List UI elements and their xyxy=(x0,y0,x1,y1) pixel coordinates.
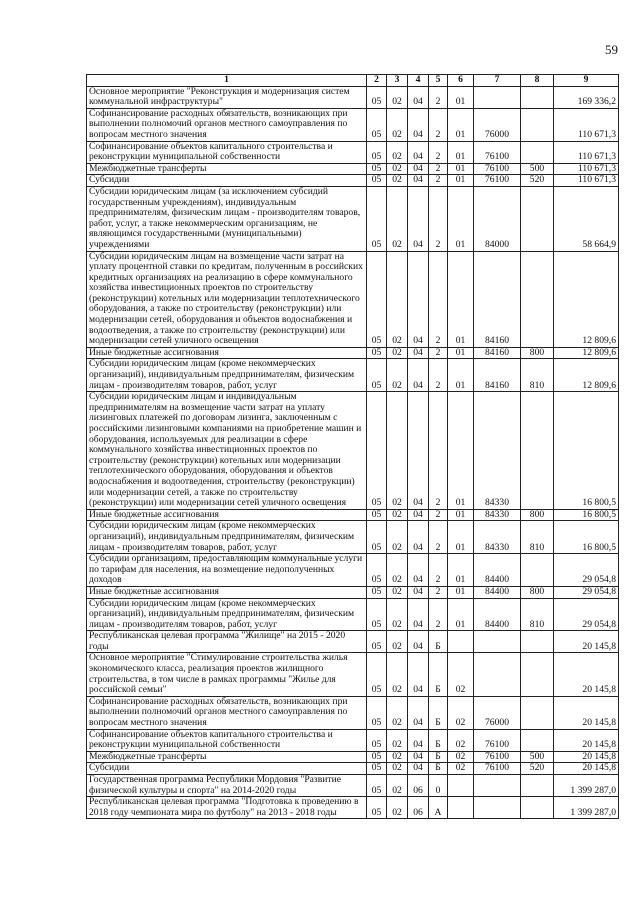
code-cell-3: 02 xyxy=(387,175,408,187)
table-row xyxy=(87,141,619,163)
code-cell-4: 04 xyxy=(408,347,429,359)
table-row xyxy=(87,751,619,763)
code-cell-7 xyxy=(474,797,521,819)
code-cell-7 xyxy=(474,775,521,797)
code-cell-4: 04 xyxy=(408,521,429,554)
table-row xyxy=(87,653,619,696)
column-header: 1 xyxy=(87,75,367,87)
code-cell-5: 2 xyxy=(429,86,448,108)
code-cell-8: 520 xyxy=(521,763,554,775)
code-cell-8: 810 xyxy=(521,521,554,554)
amount-cell: 12 809,6 xyxy=(554,359,619,392)
code-cell-5: 0 xyxy=(429,775,448,797)
code-cell-4: 04 xyxy=(408,554,429,587)
row-name-cell: Субсидии юридическим лицам и индивидуальным предпринимателям на возмещение части затрат на уплату лизинговых платежей по договорам лизинга, заключенным с российскими лизинговыми компаниями на приобретение машин и оборудования, используемых для реализации в сфере коммунального хозяйства инвестиционных проектов по строительству (реконструкции) котельных или модернизации теплотехнического оборудования, оборудования и объектов водоснабжения и водоотведения, строительству (реконструкции) или модернизации сетей, а также по строительству (реконструкции) или модернизации сетей уличного освещения xyxy=(87,392,367,510)
table-row xyxy=(87,347,619,359)
code-cell-3: 02 xyxy=(387,359,408,392)
code-cell-8 xyxy=(521,108,554,141)
table-row xyxy=(87,186,619,251)
code-cell-6: 01 xyxy=(448,509,474,521)
amount-cell: 1 399 287,0 xyxy=(554,797,619,819)
amount-cell: 20 145,8 xyxy=(554,729,619,751)
code-cell-6: 01 xyxy=(448,347,474,359)
code-cell-4: 04 xyxy=(408,186,429,251)
code-cell-2: 05 xyxy=(367,696,387,729)
code-cell-4: 04 xyxy=(408,509,429,521)
code-cell-7: 76100 xyxy=(474,763,521,775)
code-cell-8: 810 xyxy=(521,359,554,392)
code-cell-3: 02 xyxy=(387,729,408,751)
code-cell-5: 2 xyxy=(429,359,448,392)
code-cell-8 xyxy=(521,392,554,510)
code-cell-5: 2 xyxy=(429,509,448,521)
table-row xyxy=(87,251,619,347)
code-cell-4: 04 xyxy=(408,86,429,108)
code-cell-6: 02 xyxy=(448,729,474,751)
code-cell-3: 02 xyxy=(387,509,408,521)
code-cell-3: 02 xyxy=(387,347,408,359)
code-cell-8: 520 xyxy=(521,175,554,187)
code-cell-2: 05 xyxy=(367,653,387,696)
code-cell-6: 01 xyxy=(448,251,474,347)
column-header: 3 xyxy=(387,75,408,87)
code-cell-3: 02 xyxy=(387,696,408,729)
code-cell-3: 02 xyxy=(387,797,408,819)
code-cell-8 xyxy=(521,631,554,653)
code-cell-7 xyxy=(474,631,521,653)
column-header: 7 xyxy=(474,75,521,87)
row-name-cell: Межбюджетные трансферты xyxy=(87,751,367,763)
code-cell-2: 05 xyxy=(367,751,387,763)
code-cell-8 xyxy=(521,251,554,347)
code-cell-8: 800 xyxy=(521,509,554,521)
amount-cell: 16 800,5 xyxy=(554,392,619,510)
code-cell-6 xyxy=(448,797,474,819)
code-cell-4: 06 xyxy=(408,775,429,797)
amount-cell: 110 671,3 xyxy=(554,108,619,141)
code-cell-7: 84160 xyxy=(474,347,521,359)
code-cell-4: 04 xyxy=(408,359,429,392)
code-cell-4: 04 xyxy=(408,729,429,751)
column-header: 5 xyxy=(429,75,448,87)
code-cell-5: А xyxy=(429,797,448,819)
code-cell-3: 02 xyxy=(387,631,408,653)
code-cell-7: 76000 xyxy=(474,696,521,729)
code-cell-6: 02 xyxy=(448,751,474,763)
code-cell-2: 05 xyxy=(367,598,387,631)
code-cell-2: 05 xyxy=(367,631,387,653)
code-cell-3: 02 xyxy=(387,763,408,775)
amount-cell: 20 145,8 xyxy=(554,653,619,696)
code-cell-4: 04 xyxy=(408,631,429,653)
row-name-cell: Государственная программа Республики Мордовия "Развитие физической культуры и спорта" на 2014-2020 годы xyxy=(87,775,367,797)
code-cell-6: 01 xyxy=(448,86,474,108)
row-name-cell: Софинансирование объектов капитального строительства и реконструкции муниципальной собственности xyxy=(87,141,367,163)
amount-cell: 12 809,6 xyxy=(554,251,619,347)
amount-cell: 16 800,5 xyxy=(554,509,619,521)
code-cell-2: 05 xyxy=(367,186,387,251)
amount-cell: 110 671,3 xyxy=(554,175,619,187)
code-cell-6: 01 xyxy=(448,392,474,510)
code-cell-7: 76100 xyxy=(474,751,521,763)
code-cell-4: 04 xyxy=(408,141,429,163)
amount-cell: 20 145,8 xyxy=(554,751,619,763)
table-row xyxy=(87,521,619,554)
amount-cell: 169 336,2 xyxy=(554,86,619,108)
table-row xyxy=(87,108,619,141)
table-row xyxy=(87,797,619,819)
code-cell-5: 2 xyxy=(429,108,448,141)
amount-cell: 20 145,8 xyxy=(554,696,619,729)
row-name-cell: Субсидии юридическим лицам (кроме некоммерческих организаций), индивидуальным предпринимателям, физическим лицам - производителям товаров, работ, услуг xyxy=(87,521,367,554)
code-cell-3: 02 xyxy=(387,521,408,554)
table-row xyxy=(87,631,619,653)
code-cell-2: 05 xyxy=(367,86,387,108)
row-name-cell: Основное мероприятие "Реконструкция и модернизация систем коммунальной инфраструктуры" xyxy=(87,86,367,108)
code-cell-4: 06 xyxy=(408,797,429,819)
code-cell-8 xyxy=(521,696,554,729)
table-row xyxy=(87,86,619,108)
row-name-cell: Республиканская целевая программа "Подготовка к проведению в 2018 году чемпионата мира по футболу" на 2013 - 2018 годы xyxy=(87,797,367,819)
table-row xyxy=(87,729,619,751)
table-row xyxy=(87,763,619,775)
amount-cell: 110 671,3 xyxy=(554,141,619,163)
column-header: 6 xyxy=(448,75,474,87)
code-cell-5: 2 xyxy=(429,598,448,631)
column-header: 8 xyxy=(521,75,554,87)
row-name-cell: Субсидии юридическим лицам на возмещение части затрат на уплату процентной ставки по кредитам, полученным в российских кредитных организациях на реализацию в сфере коммунального хозяйства инвестиционных проектов по строительству (реконструкции) котельных или модернизации теплотехнического оборудования, а также по строительству (реконструкции) или модернизации сетей, оборудования и объектов водоснабжения и водоотведения, а также по строительству (реконструкции) или модернизации сетей уличного освещения xyxy=(87,251,367,347)
code-cell-6: 02 xyxy=(448,696,474,729)
code-cell-5: 2 xyxy=(429,175,448,187)
code-cell-3: 02 xyxy=(387,108,408,141)
code-cell-8 xyxy=(521,653,554,696)
code-cell-8 xyxy=(521,554,554,587)
row-name-cell: Иные бюджетные ассигнования xyxy=(87,509,367,521)
amount-cell: 1 399 287,0 xyxy=(554,775,619,797)
code-cell-8 xyxy=(521,797,554,819)
code-cell-2: 05 xyxy=(367,392,387,510)
amount-cell: 29 054,8 xyxy=(554,554,619,587)
code-cell-3: 02 xyxy=(387,392,408,510)
code-cell-3: 02 xyxy=(387,775,408,797)
amount-cell: 20 145,8 xyxy=(554,763,619,775)
row-name-cell: Субсидии xyxy=(87,175,367,187)
amount-cell: 29 054,8 xyxy=(554,598,619,631)
code-cell-5: 2 xyxy=(429,141,448,163)
code-cell-5: Б xyxy=(429,729,448,751)
column-header: 2 xyxy=(367,75,387,87)
code-cell-8: 800 xyxy=(521,586,554,598)
code-cell-3: 02 xyxy=(387,586,408,598)
code-cell-3: 02 xyxy=(387,751,408,763)
code-cell-4: 04 xyxy=(408,763,429,775)
code-cell-2: 05 xyxy=(367,775,387,797)
code-cell-7: 84160 xyxy=(474,359,521,392)
table-header-row xyxy=(87,75,619,87)
row-name-cell: Софинансирование расходных обязательств, возникающих при выполнении полномочий органов местного самоуправления по вопросам местного значения xyxy=(87,108,367,141)
code-cell-7: 84330 xyxy=(474,521,521,554)
code-cell-5: 2 xyxy=(429,586,448,598)
code-cell-6: 01 xyxy=(448,554,474,587)
table-row xyxy=(87,359,619,392)
code-cell-7: 84400 xyxy=(474,586,521,598)
code-cell-5: 2 xyxy=(429,521,448,554)
code-cell-3: 02 xyxy=(387,653,408,696)
amount-cell: 110 671,3 xyxy=(554,163,619,175)
code-cell-4: 04 xyxy=(408,108,429,141)
table-row xyxy=(87,175,619,187)
code-cell-6: 01 xyxy=(448,586,474,598)
code-cell-7: 76100 xyxy=(474,729,521,751)
code-cell-7: 84000 xyxy=(474,186,521,251)
row-name-cell: Республиканская целевая программа "Жилище" на 2015 - 2020 годы xyxy=(87,631,367,653)
code-cell-4: 04 xyxy=(408,586,429,598)
code-cell-5: Б xyxy=(429,631,448,653)
row-name-cell: Иные бюджетные ассигнования xyxy=(87,586,367,598)
row-name-cell: Субсидии xyxy=(87,763,367,775)
code-cell-8 xyxy=(521,729,554,751)
amount-cell: 12 809,6 xyxy=(554,347,619,359)
code-cell-3: 02 xyxy=(387,251,408,347)
code-cell-2: 05 xyxy=(367,521,387,554)
code-cell-4: 04 xyxy=(408,653,429,696)
code-cell-2: 05 xyxy=(367,763,387,775)
code-cell-6 xyxy=(448,631,474,653)
code-cell-3: 02 xyxy=(387,163,408,175)
code-cell-7: 84330 xyxy=(474,509,521,521)
budget-table xyxy=(86,74,619,819)
code-cell-6: 01 xyxy=(448,359,474,392)
code-cell-8 xyxy=(521,775,554,797)
amount-cell: 20 145,8 xyxy=(554,631,619,653)
code-cell-7: 76100 xyxy=(474,175,521,187)
code-cell-7: 84330 xyxy=(474,392,521,510)
table-body xyxy=(87,86,619,819)
code-cell-8: 500 xyxy=(521,163,554,175)
row-name-cell: Иные бюджетные ассигнования xyxy=(87,347,367,359)
row-name-cell: Межбюджетные трансферты xyxy=(87,163,367,175)
code-cell-6: 01 xyxy=(448,141,474,163)
code-cell-5: Б xyxy=(429,696,448,729)
row-name-cell: Софинансирование расходных обязательств, возникающих при выполнении полномочий органов местного самоуправления по вопросам местного значения xyxy=(87,696,367,729)
code-cell-7: 76100 xyxy=(474,163,521,175)
code-cell-8 xyxy=(521,86,554,108)
code-cell-5: Б xyxy=(429,763,448,775)
amount-cell: 58 664,9 xyxy=(554,186,619,251)
code-cell-4: 04 xyxy=(408,751,429,763)
code-cell-7 xyxy=(474,653,521,696)
code-cell-6: 01 xyxy=(448,175,474,187)
page-number: 59 xyxy=(605,42,618,57)
row-name-cell: Субсидии организациям, предоставляющим коммунальные услуги по тарифам для населения, на возмещение недополученных доходов xyxy=(87,554,367,587)
code-cell-6: 02 xyxy=(448,653,474,696)
code-cell-5: 2 xyxy=(429,554,448,587)
code-cell-7: 84160 xyxy=(474,251,521,347)
code-cell-2: 05 xyxy=(367,359,387,392)
code-cell-4: 04 xyxy=(408,598,429,631)
table-row xyxy=(87,554,619,587)
code-cell-6: 01 xyxy=(448,521,474,554)
code-cell-4: 04 xyxy=(408,163,429,175)
code-cell-7: 76100 xyxy=(474,141,521,163)
amount-cell: 16 800,5 xyxy=(554,521,619,554)
code-cell-4: 04 xyxy=(408,175,429,187)
code-cell-5: 2 xyxy=(429,163,448,175)
code-cell-5: Б xyxy=(429,751,448,763)
table-row xyxy=(87,598,619,631)
table-row xyxy=(87,163,619,175)
code-cell-8 xyxy=(521,186,554,251)
code-cell-6: 02 xyxy=(448,763,474,775)
row-name-cell: Основное мероприятие "Стимулирование строительства жилья экономического класса, реализация проектов жилищного строительства, в том числе в рамках программы "Жилье для российской семьи" xyxy=(87,653,367,696)
code-cell-5: 2 xyxy=(429,186,448,251)
code-cell-2: 05 xyxy=(367,141,387,163)
code-cell-6: 01 xyxy=(448,108,474,141)
column-header: 9 xyxy=(554,75,619,87)
code-cell-7: 84400 xyxy=(474,598,521,631)
code-cell-3: 02 xyxy=(387,554,408,587)
amount-cell: 29 054,8 xyxy=(554,586,619,598)
row-name-cell: Субсидии юридическим лицам (кроме некоммерческих организаций), индивидуальным предпринимателям, физическим лицам - производителям товаров, работ, услуг xyxy=(87,359,367,392)
code-cell-3: 02 xyxy=(387,598,408,631)
code-cell-2: 05 xyxy=(367,251,387,347)
table-row xyxy=(87,775,619,797)
code-cell-4: 04 xyxy=(408,696,429,729)
code-cell-8: 810 xyxy=(521,598,554,631)
code-cell-7: 84400 xyxy=(474,554,521,587)
code-cell-3: 02 xyxy=(387,186,408,251)
code-cell-6 xyxy=(448,775,474,797)
code-cell-6: 01 xyxy=(448,163,474,175)
row-name-cell: Софинансирование объектов капитального строительства и реконструкции муниципальной собственности xyxy=(87,729,367,751)
code-cell-2: 05 xyxy=(367,347,387,359)
table-row xyxy=(87,509,619,521)
code-cell-5: 2 xyxy=(429,251,448,347)
code-cell-5: 2 xyxy=(429,392,448,510)
table-row xyxy=(87,586,619,598)
code-cell-2: 05 xyxy=(367,175,387,187)
code-cell-2: 05 xyxy=(367,108,387,141)
code-cell-4: 04 xyxy=(408,251,429,347)
table-row xyxy=(87,392,619,510)
code-cell-2: 05 xyxy=(367,509,387,521)
code-cell-6: 01 xyxy=(448,186,474,251)
code-cell-5: 2 xyxy=(429,347,448,359)
code-cell-8: 500 xyxy=(521,751,554,763)
code-cell-5: Б xyxy=(429,653,448,696)
code-cell-2: 05 xyxy=(367,163,387,175)
code-cell-8: 800 xyxy=(521,347,554,359)
code-cell-6: 01 xyxy=(448,598,474,631)
code-cell-7: 76000 xyxy=(474,108,521,141)
table-row xyxy=(87,696,619,729)
column-header: 4 xyxy=(408,75,429,87)
code-cell-2: 05 xyxy=(367,797,387,819)
row-name-cell: Субсидии юридическим лицам (за исключением субсидий государственным учреждениям), индивидуальным предпринимателям, физическим лицам - производителям товаров, работ, услуг, а также некоммерческим организациям, не являющимся государственными (муниципальными) учреждениями xyxy=(87,186,367,251)
code-cell-3: 02 xyxy=(387,86,408,108)
code-cell-7 xyxy=(474,86,521,108)
code-cell-8 xyxy=(521,141,554,163)
code-cell-4: 04 xyxy=(408,392,429,510)
row-name-cell: Субсидии юридическим лицам (кроме некоммерческих организаций), индивидуальным предпринимателям, физическим лицам - производителям товаров, работ, услуг xyxy=(87,598,367,631)
code-cell-2: 05 xyxy=(367,729,387,751)
code-cell-3: 02 xyxy=(387,141,408,163)
code-cell-2: 05 xyxy=(367,554,387,587)
code-cell-2: 05 xyxy=(367,586,387,598)
